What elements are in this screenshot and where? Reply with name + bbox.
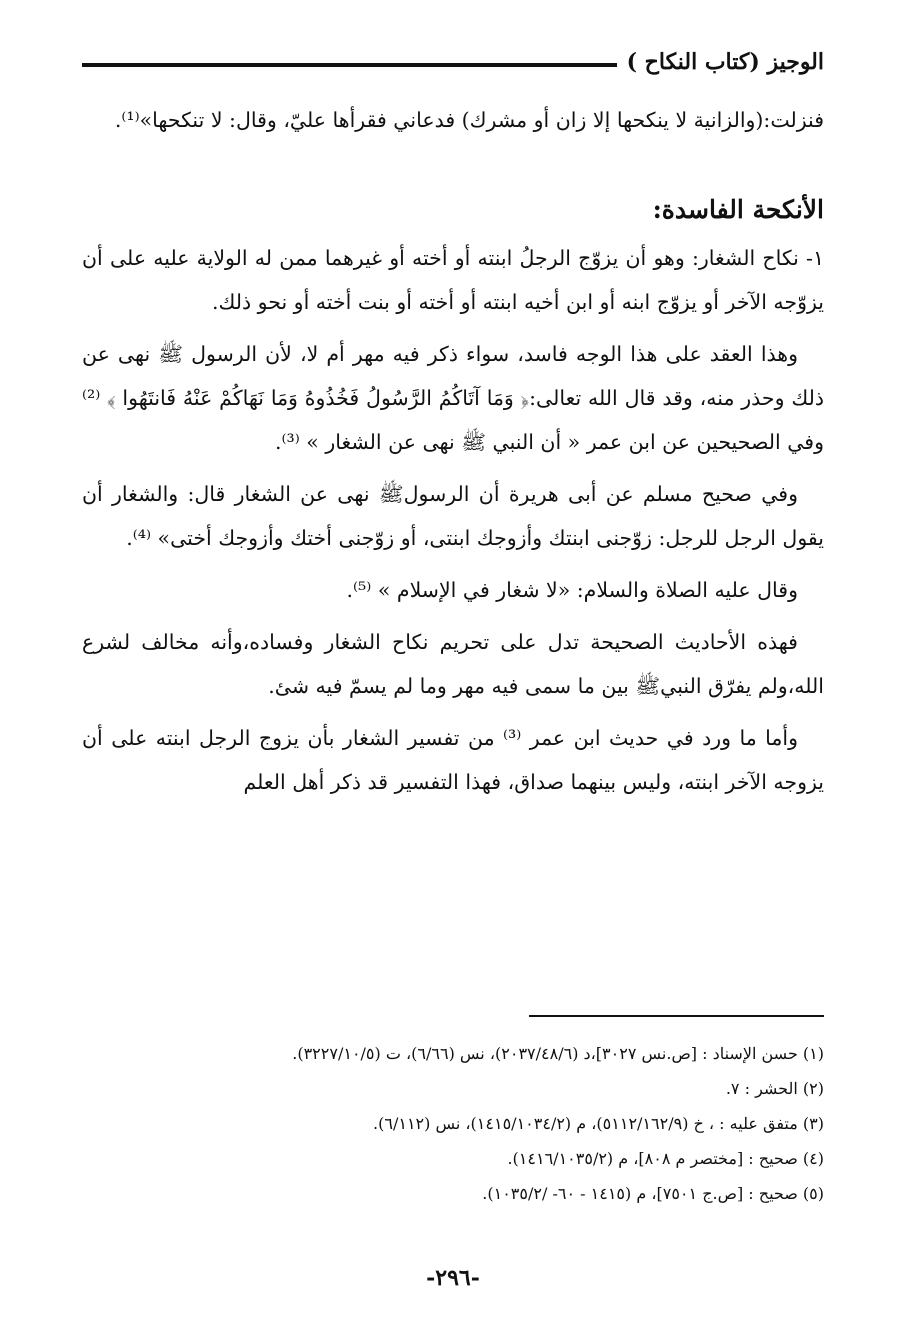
header-rule (82, 63, 617, 67)
footnote-item: (٢) الحشر : ٧. (725, 1079, 824, 1098)
paragraph-shighar-definition: ١- نكاح الشغار: وهو أن يزوّج الرجلُ ابنته أو أخته أو غيرهما ممن له الولاية عليه على أن يزوّجه الآخر أو يزوّج ابنه أو ابن أخيه ابنته أو أخته أو بنت أخته أو نحو ذلك. (82, 246, 824, 314)
footnote-item: (٣) متفق عليه : ، خ (٥١١٢/١٦٢/٩)، م (١٤١٥/١٠٣٤/٢)، نس (٦/١١٢). (373, 1114, 824, 1133)
running-header (82, 40, 824, 84)
section-heading: الأنكحة الفاسدة: (652, 195, 824, 224)
running-header-title: الوجيز (كتاب النكاح ) (626, 49, 824, 75)
page-number: -٢٩٦- (426, 1265, 480, 1291)
paragraph-no-shighar-hadith: وقال عليه الصلاة والسلام: «لا شغار في الإسلام » ⁽⁵⁾. (346, 578, 798, 602)
paragraph-hadith-conclusion: فهذه الأحاديث الصحيحة تدل على تحريم نكاح الشغار وفساده،وأنه مخالف لشرع الله،ولم يفرّق النبيﷺ بين ما سمى فيه مهر وما لم يسمّ فيه شئ. (82, 630, 824, 698)
paragraph-shighar-ruling: وهذا العقد على هذا الوجه فاسد، سواء ذكر فيه مهر أم لا، لأن الرسول ﷺ نهى عن ذلك وحذر منه، وقد قال الله تعالى:﴿ وَمَا آتَاكُمُ الرَّسُولُ فَخُذُوهُ وَمَا نَهَاكُمْ عَنْهُ فَانتَهُوا ﴾ ⁽²⁾ وفي الصحيحين عن ابن عمر « أن النبي ﷺ نهى عن الشغار » ⁽³⁾. (82, 342, 824, 454)
footnote-item: (٤) صحيح : [مختصر م ٨٠٨]، م (١٤١٦/١٠٣٥/٢). (507, 1149, 824, 1168)
paragraph-muslim-hadith: وفي صحيح مسلم عن أبى هريرة أن الرسولﷺ نهى عن الشغار قال: والشغار أن يقول الرجل للرجل: زوّجنى ابنتك وأزوجك ابنتى، أو زوّجنى أختك وأزوجك أختى» ⁽⁴⁾. (82, 482, 824, 550)
footnote-item: (٥) صحيح : [ص.ج ٧٥٠١]، م (١٤١٥ - ٦٠- /١٠٣٥/٢). (482, 1184, 824, 1203)
footnote-separator (529, 1015, 824, 1017)
paragraph-quote-end: فنزلت:(والزانية لا ينكحها إلا زان أو مشرك) فدعاني فقرأها عليّ، وقال: لا تنكحها»⁽¹⁾. (114, 108, 824, 132)
footnote-item: (١) حسن الإسناد : [ص.نس ٣٠٢٧]،د (٢٠٣٧/٤٨/٦)، نس (٦/٦٦)، ت (٣٢٢٧/١٠/٥). (292, 1044, 824, 1063)
paragraph-ibn-umar-tafsir: وأما ما ورد في حديث ابن عمر ⁽³⁾ من تفسير الشغار بأن يزوج الرجل ابنته على أن يزوجه الآخر ابنته، وليس بينهما صداق، فهذا التفسير قد ذكر أهل العلم (82, 726, 824, 794)
book-page (82, 40, 824, 1320)
footnotes (82, 1036, 824, 1211)
main-text (82, 98, 824, 804)
